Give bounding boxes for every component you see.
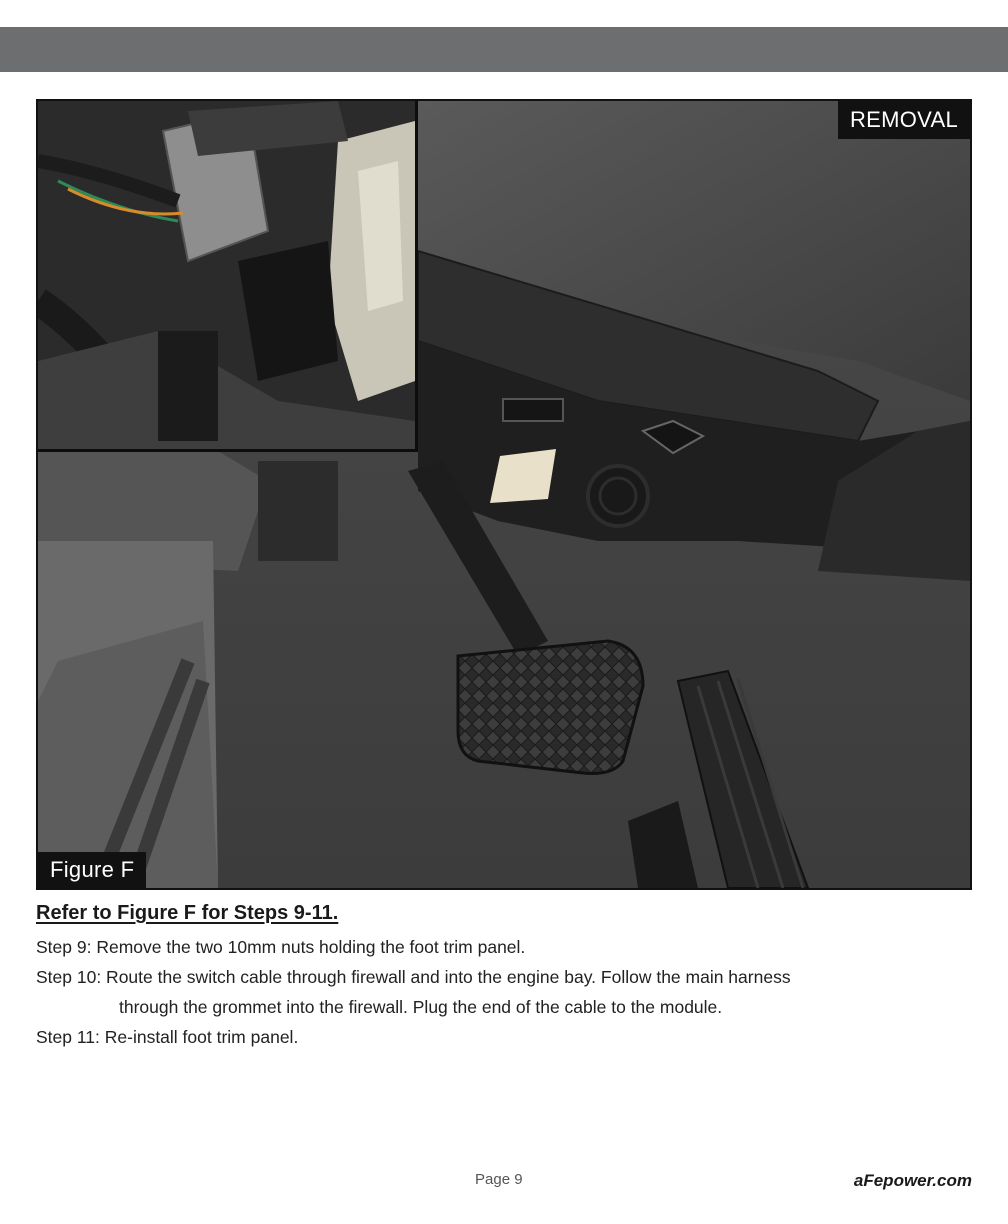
step-9: Step 9: Remove the two 10mm nuts holding the foot trim panel.: [36, 937, 526, 957]
removal-label: REMOVAL: [838, 101, 970, 139]
website-link[interactable]: aFepower.com: [853, 1171, 972, 1190]
step-11: Step 11: Re-install foot trim panel.: [36, 1027, 299, 1047]
header-bar: [0, 27, 1008, 72]
figure-f-photo: [36, 99, 972, 890]
step-10-continued: through the grommet into the firewall. Plug the end of the cable to the module.: [119, 997, 723, 1017]
figure-label: Figure F: [38, 852, 146, 888]
inset-detail-photo: [38, 101, 415, 449]
page-number: Page 9: [475, 1171, 523, 1188]
instructions-heading: Refer to Figure F for Steps 9-11.: [36, 902, 339, 924]
step-10: Step 10: Route the switch cable through firewall and into the engine bay. Follow the main harness: [36, 967, 791, 987]
inset-photo: [38, 101, 418, 452]
